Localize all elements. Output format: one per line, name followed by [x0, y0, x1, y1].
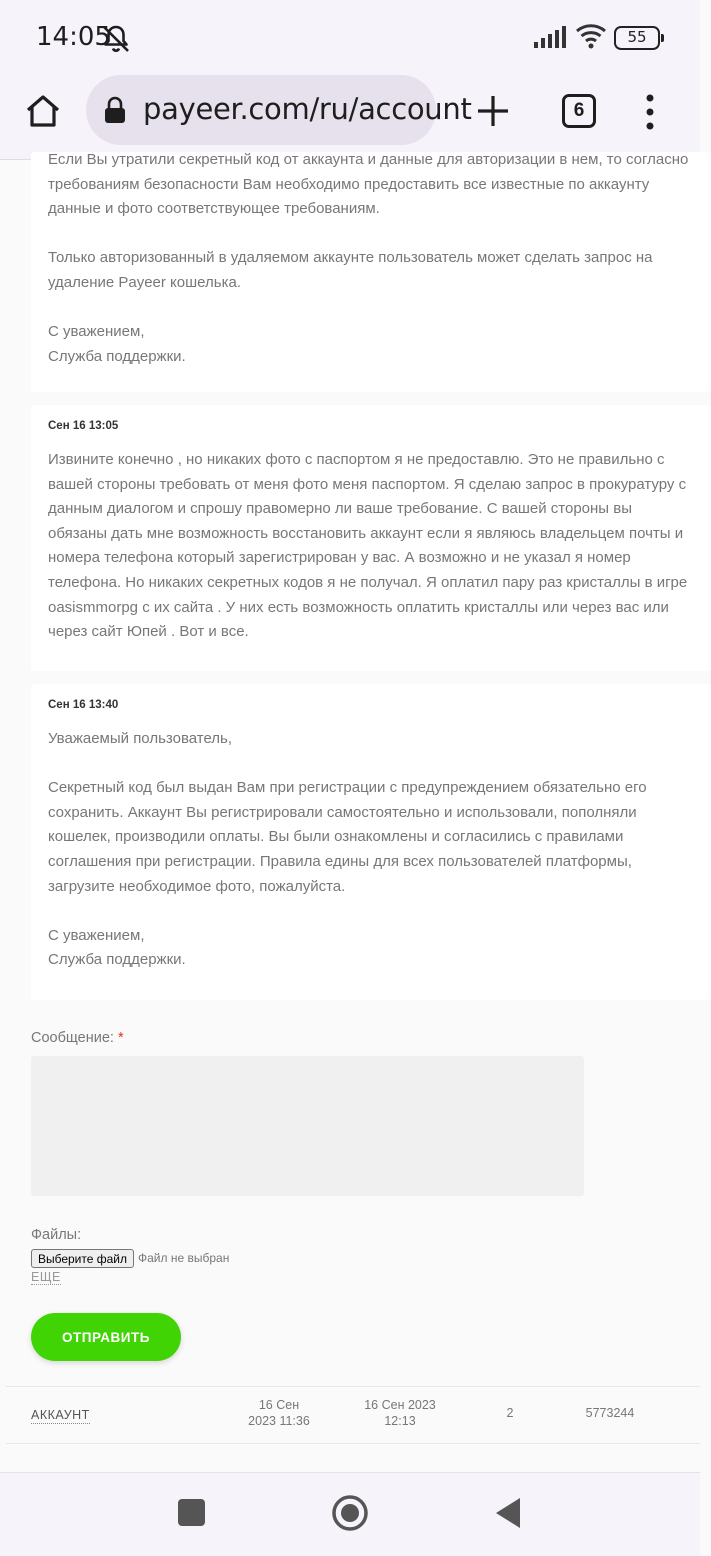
required-mark: *	[117, 1030, 124, 1046]
message-text: Только авторизованный в удаляемом аккаунте пользователь может сделать запрос на удаление Payeer кошелька.	[48, 249, 653, 291]
message-text: Извините конечно , но никаких фото с паспортом я не предоставлю. Это не правильно с вашей стороны требовать от меня фото меня паспортом. Я сделаю запрос в прокуратуру с данным диалогом и спрошу правомерно ли ваше требование. С вашей стороны вы обязаны дать мне возможность восстановить аккаунт если я являюсь владельцем почты и номера телефона который зарегистрирован у вас. А возможно и не указал я номер телефона. Но никаких секретных кодов я не получал. Я оплатил пару раз кристаллы в игре oasismmorpg с их сайта . У них есть возможность оплатить кристаллы или через вас или через сайт Юпей . Вот и все.	[48, 451, 688, 641]
more-files-link[interactable]: ЕЩЕ	[31, 1270, 61, 1284]
message-label: Сообщение: *	[31, 1030, 124, 1046]
more-menu-icon[interactable]	[644, 94, 656, 130]
home-circle-icon[interactable]	[331, 1494, 369, 1532]
page-content	[0, 151, 700, 1472]
file-status: Файл не выбран	[138, 1251, 230, 1265]
message-input[interactable]	[31, 1056, 584, 1196]
back-icon[interactable]	[494, 1496, 522, 1530]
status-bar	[0, 0, 700, 74]
submit-button[interactable]: ОТПРАВИТЬ	[31, 1313, 181, 1361]
ticket-created: 16 Сен 2023 11:36	[248, 1398, 310, 1428]
ticket-id: 5773244	[585, 1406, 635, 1420]
address-bar[interactable]	[86, 75, 472, 145]
battery-indicator: 55	[614, 26, 660, 50]
ticket-account-link[interactable]: АККАУНТ	[31, 1408, 90, 1422]
wifi-icon	[575, 22, 607, 50]
status-time: 14:05	[36, 22, 111, 52]
message-card	[31, 684, 711, 1000]
ticket-row	[6, 1386, 700, 1444]
ticket-count: 2	[506, 1406, 514, 1420]
message-text: Если Вы утратили секретный код от аккаунта и данные для авторизации в нем, то согласно требованиям безопасности Вам необходимо предоставить все известные по аккаунту данные и фото соответствующее требованиям.	[48, 151, 689, 218]
lock-icon	[104, 97, 126, 123]
home-icon[interactable]	[24, 92, 62, 130]
ticket-updated: 16 Сен 2023 12:13	[364, 1398, 436, 1428]
message-text: Секретный код был выдан Вам при регистрации с предупреждением обязательно его сохранить. Аккаунт Вы регистрировали самостоятельно и использовали, пополняли кошелек, производили оплаты. Вы были ознакомлены и согласились с правилами соглашения при регистрации. Правила едины для всех пользователей платформы, загрузите необходимое фото, пожалуйста.	[48, 779, 647, 895]
message-text: Уважаемый пользователь,	[48, 730, 233, 747]
tab-switcher-button[interactable]: 6	[562, 94, 596, 128]
message-signature: С уважением, Служба поддержки.	[48, 323, 186, 365]
files-label: Файлы:	[31, 1227, 82, 1243]
system-nav-bar	[0, 1472, 700, 1556]
choose-file-button[interactable]: Выберите файл	[31, 1249, 134, 1268]
bell-muted-icon	[100, 22, 132, 54]
signal-icon	[534, 26, 568, 48]
message-date: Сен 16 13:40	[48, 699, 119, 711]
message-date: Сен 16 13:05	[48, 420, 119, 432]
message-signature: С уважением, Служба поддержки.	[48, 926, 186, 969]
recent-apps-icon[interactable]	[178, 1499, 205, 1526]
message-card	[31, 152, 711, 392]
new-tab-icon[interactable]	[474, 92, 512, 130]
url-text: payeer.com/ru/account	[143, 92, 472, 126]
message-card	[31, 405, 711, 671]
